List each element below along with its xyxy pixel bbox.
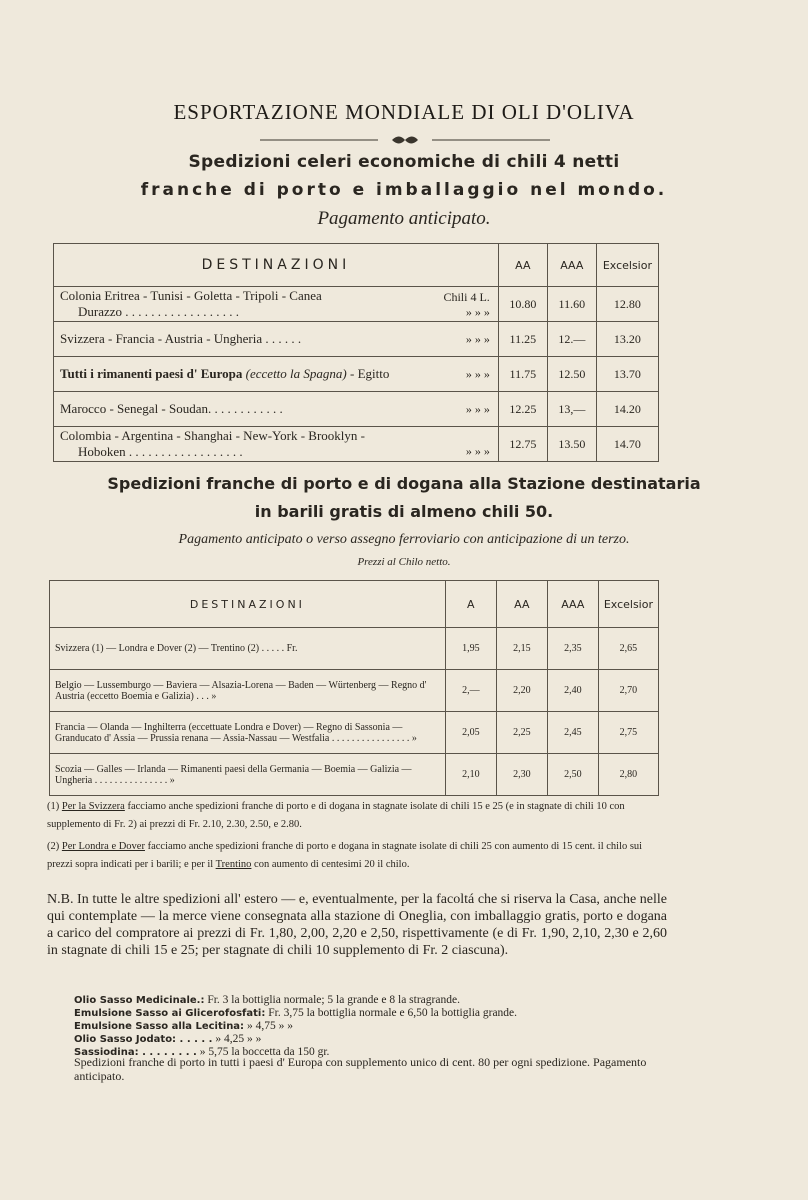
- product-price: » 4,25 » »: [215, 1033, 262, 1045]
- price-aaa: 2,50: [547, 754, 598, 796]
- price-a: 2,10: [445, 754, 496, 796]
- price-aa: 11.75: [498, 357, 547, 392]
- price-aaa: 13,—: [547, 392, 596, 427]
- section2-price-note: Prezzi al Chilo netto.: [357, 556, 451, 568]
- price-excelsior: 12.80: [596, 287, 658, 322]
- price-table-barrels: [49, 580, 659, 796]
- destination-cell: Scozia — Galles — Irlanda — Rimanenti paesi della Germania — Boemia — Galizia — Ungheria . . . . . . . . . . . . . . . »: [50, 754, 446, 796]
- table-header-row: [50, 581, 659, 628]
- destination-text: Colombia - Argentina - Shanghai - New-York - Brooklyn -: [60, 428, 365, 443]
- footnote-marker: (1): [47, 801, 60, 812]
- destination-text: Durazzo . . . . . . . . . . . . . . . . . .: [78, 304, 240, 319]
- footnote-text: facciamo anche spedizioni franche di porto e di dogana in stagnate isolate di chili 15 e 25 (e in stagnate di chili 10 con supplemento di Fr. 2) ai prezzi di Fr. 2.10, 2.30, 2.50, e 2.80.: [47, 801, 625, 830]
- ditto-marks: » » »: [465, 444, 490, 458]
- product-name: Emulsione Sasso ai Glicerofosfati:: [74, 1008, 266, 1019]
- quantity-label: [443, 290, 489, 320]
- column-header: A: [445, 581, 496, 628]
- ditto-marks: » » »: [465, 332, 490, 346]
- destination-cell: [54, 427, 499, 462]
- table-row: [54, 392, 659, 427]
- price-aa: 2,30: [496, 754, 547, 796]
- product-price: » 5,75 la boccetta da 150 gr.: [199, 1046, 330, 1058]
- section1-payment: Pagamento anticipato.: [317, 208, 491, 229]
- destination-cell: [54, 322, 499, 357]
- price-excelsior: 2,75: [598, 712, 658, 754]
- price-aaa: 12.—: [547, 322, 596, 357]
- price-aaa: 2,35: [547, 628, 598, 670]
- price-aa: 2,15: [496, 628, 547, 670]
- price-excelsior: 2,80: [598, 754, 658, 796]
- destination-cell: [54, 287, 499, 322]
- price-excelsior: 13.20: [596, 322, 658, 357]
- price-aa: 2,25: [496, 712, 547, 754]
- destination-text: Svizzera - Francia - Austria - Ungheria . . . . . .: [60, 331, 302, 346]
- destination-cell: Svizzera (1) — Londra e Dover (2) — Trentino (2) . . . . . Fr.: [50, 628, 446, 670]
- destination-cell: Francia — Olanda — Inghilterra (eccettuate Londra e Dover) — Regno di Sassonia — Granducato d' Assia — Prussia renana — Assia-Nassau — Westfalia . . . . . . . . . . . . . . . . »: [50, 712, 446, 754]
- price-a: 2,—: [445, 670, 496, 712]
- price-excelsior: 14.70: [596, 427, 658, 462]
- column-header: AAA: [547, 244, 596, 287]
- list-item: [74, 1033, 674, 1046]
- column-header: AAA: [547, 581, 598, 628]
- destination-cell: [54, 357, 499, 392]
- section2-payment: Pagamento anticipato o verso assegno ferroviario con anticipazione di un terzo.: [178, 532, 630, 547]
- footnote-subject: Trentino: [215, 859, 252, 870]
- qty-text: Chili 4 L.: [443, 290, 490, 304]
- column-header: AA: [496, 581, 547, 628]
- product-name: Olio Sasso Jodato: . . . . .: [74, 1034, 213, 1045]
- price-aa: 12.25: [498, 392, 547, 427]
- price-a: 2,05: [445, 712, 496, 754]
- table-row: [50, 754, 659, 796]
- price-aa: 10.80: [498, 287, 547, 322]
- price-a: 1,95: [445, 628, 496, 670]
- table-row: [54, 427, 659, 462]
- footnote-2: [47, 838, 667, 874]
- price-excelsior: 2,70: [598, 670, 658, 712]
- list-item: [74, 994, 674, 1007]
- column-header: DESTINAZIONI: [50, 581, 446, 628]
- table-header-row: [54, 244, 659, 287]
- price-aaa: 2,45: [547, 712, 598, 754]
- destination-text: Colonia Eritrea - Tunisi - Goletta - Tripoli - Canea: [60, 288, 322, 303]
- footnote-text: con aumento di centesimi 20 il chilo.: [254, 859, 410, 870]
- price-aaa: 13.50: [547, 427, 596, 462]
- list-item: [74, 1020, 674, 1033]
- ditto-marks: » » »: [465, 305, 490, 319]
- product-name: Sassiodina: . . . . . . . .: [74, 1047, 197, 1058]
- price-aaa: 2,40: [547, 670, 598, 712]
- destination-cell: Belgio — Lussemburgo — Baviera — Alsazia-Lorena — Baden — Würtenberg — Regno d' Austria (eccetto Boemia e Galizia) . . . »: [50, 670, 446, 712]
- destination-text: Hoboken . . . . . . . . . . . . . . . . . .: [78, 444, 243, 459]
- table-row: [50, 712, 659, 754]
- price-excelsior: 13.70: [596, 357, 658, 392]
- price-aa: 2,20: [496, 670, 547, 712]
- price-aa: 11.25: [498, 322, 547, 357]
- column-header: AA: [498, 244, 547, 287]
- product-price: » 4,75 » »: [246, 1020, 293, 1032]
- column-header: Excelsior: [598, 581, 658, 628]
- price-excelsior: 14.20: [596, 392, 658, 427]
- price-excelsior: 2,65: [598, 628, 658, 670]
- footnote-subject: Per Londra e Dover: [61, 841, 145, 852]
- table-row: [50, 628, 659, 670]
- table-row: [54, 322, 659, 357]
- product-name: Emulsione Sasso alla Lecitina:: [74, 1021, 245, 1032]
- footnote-1: [47, 798, 667, 834]
- destination-exception: (eccetto la Spagna): [245, 366, 347, 381]
- destination-text: - Egitto: [349, 366, 390, 381]
- destination-text: Marocco - Senegal - Soudan. . . . . . . . . . . .: [60, 401, 283, 416]
- shipping-note: Spedizioni franche di porto in tutti i paesi d' Europa con supplemento unico di cent. 80 per ogni spedizione. Pagamento anticipato.: [74, 1055, 647, 1083]
- product-list: [74, 994, 674, 1059]
- list-item: [74, 1007, 674, 1020]
- table-row: [54, 357, 659, 392]
- product-price: Fr. 3 la bottiglia normale; 5 la grande e 8 la stragrande.: [207, 994, 460, 1006]
- ditto-marks: » » »: [465, 402, 490, 416]
- price-table-small-shipments: [53, 243, 659, 462]
- footnote-subject: Per la Svizzera: [61, 801, 125, 812]
- price-aa: 12.75: [498, 427, 547, 462]
- destination-cell: [54, 392, 499, 427]
- table-row: [54, 287, 659, 322]
- divider-ornament: [260, 134, 550, 146]
- product-price: Fr. 3,75 la bottiglia normale e 6,50 la bottiglia grande.: [268, 1007, 518, 1019]
- nb-paragraph: N.B. In tutte le altre spedizioni all' estero — e, eventualmente, per la facoltá che si riserva la Casa, anche nelle qui contemplate — la merce viene consegnata alla stazione di Oneglia, con imballaggio gratis, porto e dogana a carico del compratore ai prezzi di Fr. 1,80, 2,00, 2,20 e 2,50, rispettivamente (e di Fr. 1,90, 2,10, 2,30 e 2,60 in stagnate di chili 15 e 25; per stagnate di chili 10 supplemento di Fr. 2 ciascuna).: [47, 892, 667, 958]
- footnote-text: facciamo anche spedizioni franche di porto e dogana in stagnate isolate di chili 25 con aumento di 15 cent. il chilo sui prezzi sopra indicati per i barili; e per il: [47, 841, 643, 870]
- price-aaa: 12.50: [547, 357, 596, 392]
- price-aaa: 11.60: [547, 287, 596, 322]
- ditto-marks: » » »: [465, 367, 490, 381]
- section2-heading-line2: in barili gratis di almeno chili 50.: [254, 502, 554, 521]
- page-title: ESPORTAZIONE MONDIALE DI OLI D'OLIVA: [173, 100, 635, 124]
- table-row: [50, 670, 659, 712]
- section2-heading-line1: Spedizioni franche di porto e di dogana alla Stazione destinataria: [107, 474, 701, 493]
- column-header: Excelsior: [596, 244, 658, 287]
- section1-heading-line1: Spedizioni celeri economiche di chili 4 netti: [188, 152, 620, 172]
- section1-heading-line2: franche di porto e imballaggio nel mondo.: [140, 180, 668, 200]
- footnote-marker: (2): [47, 841, 60, 852]
- column-header: DESTINAZIONI: [54, 244, 499, 287]
- destination-text: Tutti i rimanenti paesi d' Europa: [60, 366, 243, 381]
- product-name: Olio Sasso Medicinale.:: [74, 995, 205, 1006]
